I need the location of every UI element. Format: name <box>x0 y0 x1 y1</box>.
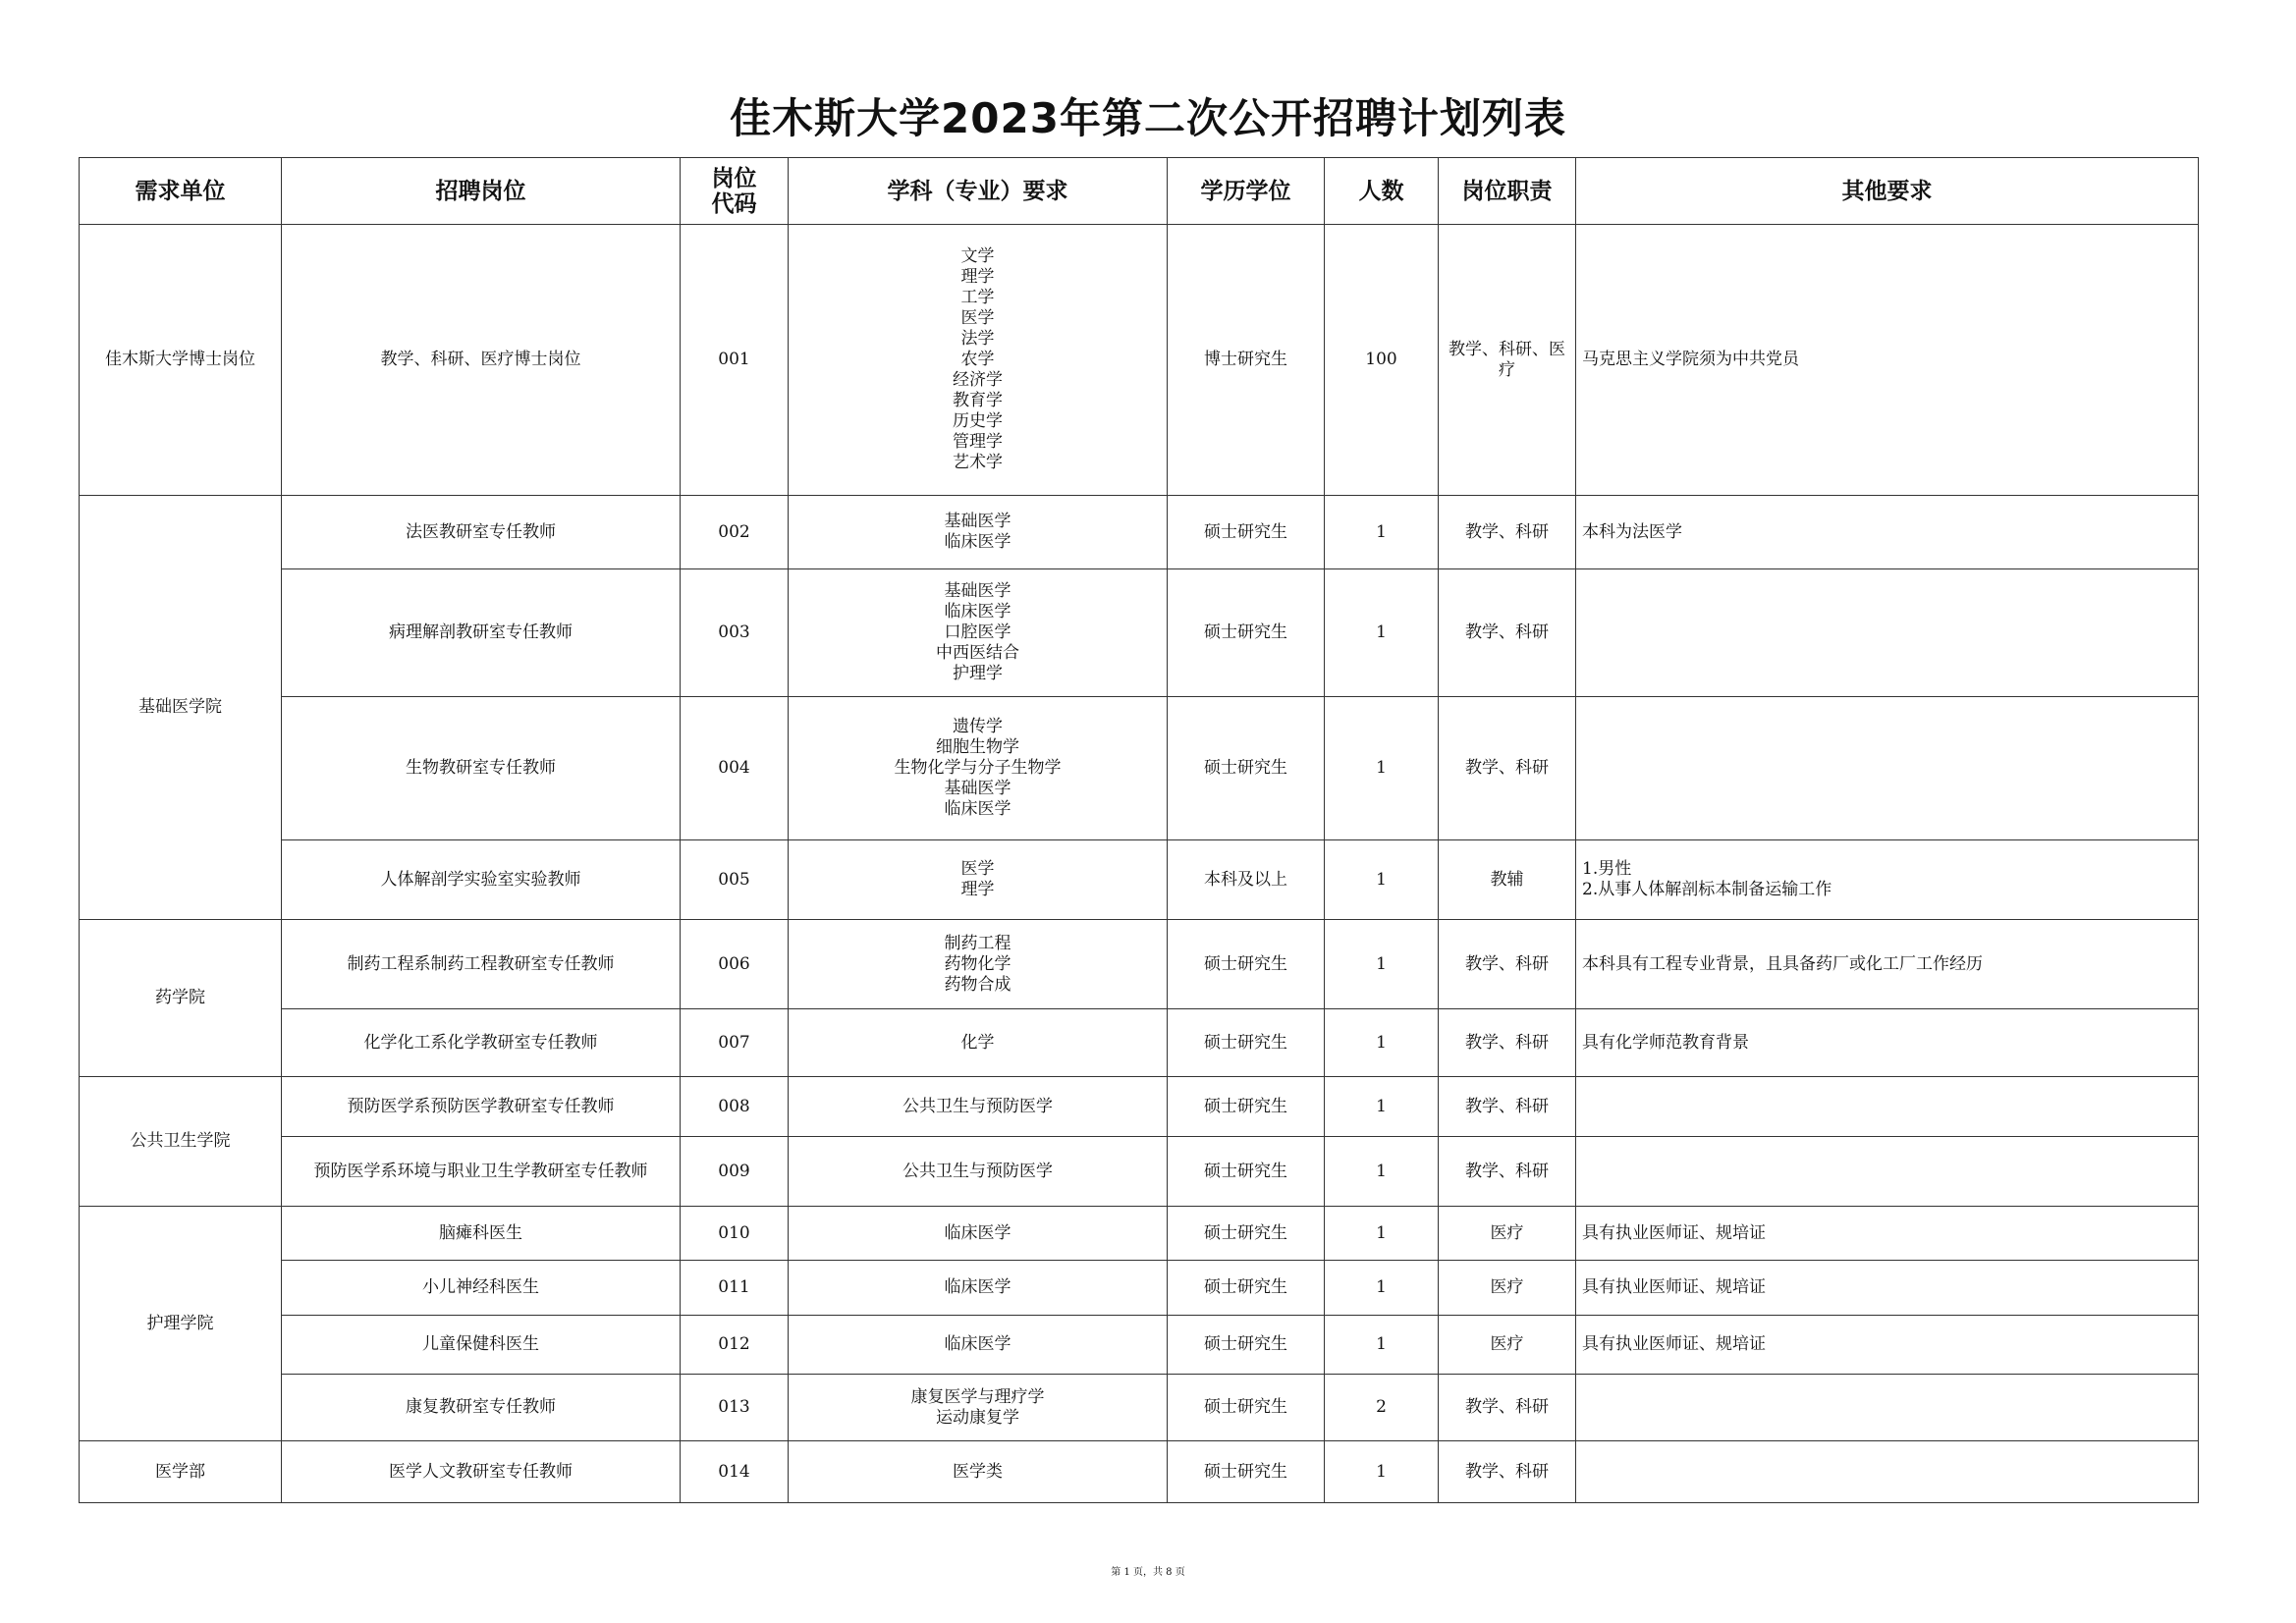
major-item: 农学 <box>960 350 995 369</box>
count-cell: 1 <box>1325 920 1439 1009</box>
table-header-row <box>80 158 2199 225</box>
code-cell: 012 <box>681 1316 789 1375</box>
degree-cell: 硕士研究生 <box>1168 697 1325 840</box>
major-item: 公共卫生与预防医学 <box>902 1161 1053 1181</box>
code-cell: 008 <box>681 1077 789 1137</box>
count-cell: 1 <box>1325 840 1439 920</box>
table-row <box>80 1261 2199 1316</box>
majors-cell <box>789 840 1168 920</box>
position-cell: 病理解剖教研室专任教师 <box>282 569 681 697</box>
degree-cell: 硕士研究生 <box>1168 496 1325 569</box>
duty-cell: 教辅 <box>1439 840 1576 920</box>
position-cell: 小儿神经科医生 <box>282 1261 681 1316</box>
table-row <box>80 496 2199 569</box>
major-item: 中西医结合 <box>936 643 1019 663</box>
code-cell: 011 <box>681 1261 789 1316</box>
count-cell: 1 <box>1325 1137 1439 1207</box>
code-cell: 002 <box>681 496 789 569</box>
table-row <box>80 1441 2199 1503</box>
count-cell: 1 <box>1325 1009 1439 1077</box>
count-cell: 1 <box>1325 1316 1439 1375</box>
position-cell: 教学、科研、医疗博士岗位 <box>282 225 681 496</box>
code-cell: 005 <box>681 840 789 920</box>
other-cell <box>1576 1375 2199 1441</box>
majors-cell <box>789 1137 1168 1207</box>
header-count: 人数 <box>1325 158 1439 225</box>
other-cell <box>1576 697 2199 840</box>
unit-cell: 医学部 <box>80 1441 282 1503</box>
position-cell: 康复教研室专任教师 <box>282 1375 681 1441</box>
major-item: 临床医学 <box>944 532 1011 552</box>
major-item: 生物化学与分子生物学 <box>894 758 1062 778</box>
header-majors: 学科（专业）要求 <box>789 158 1168 225</box>
table-row <box>80 1009 2199 1077</box>
degree-cell: 硕士研究生 <box>1168 1009 1325 1077</box>
majors-cell <box>789 1207 1168 1261</box>
code-cell: 003 <box>681 569 789 697</box>
position-cell: 人体解剖学实验室实验教师 <box>282 840 681 920</box>
table-row <box>80 697 2199 840</box>
table-row <box>80 840 2199 920</box>
majors-cell <box>789 496 1168 569</box>
count-cell: 100 <box>1325 225 1439 496</box>
major-item: 经济学 <box>953 370 1003 390</box>
position-cell: 预防医学系预防医学教研室专任教师 <box>282 1077 681 1137</box>
major-item: 临床医学 <box>944 1222 1011 1243</box>
count-cell: 1 <box>1325 496 1439 569</box>
major-item: 康复医学与理疗学 <box>910 1386 1045 1407</box>
major-item: 历史学 <box>953 411 1003 431</box>
recruitment-plan-table <box>79 157 2199 1503</box>
header-code-text: 岗位 代码 <box>711 165 757 217</box>
duty-cell: 教学、科研 <box>1439 1077 1576 1137</box>
count-cell: 1 <box>1325 1207 1439 1261</box>
degree-cell: 硕士研究生 <box>1168 1137 1325 1207</box>
position-cell: 脑瘫科医生 <box>282 1207 681 1261</box>
other-requirement: 本科为法医学 <box>1582 521 1682 542</box>
duty-cell: 教学、科研 <box>1439 496 1576 569</box>
duty-cell: 教学、科研 <box>1439 697 1576 840</box>
major-item: 临床医学 <box>944 1277 1011 1297</box>
major-item: 理学 <box>960 267 995 287</box>
major-item: 化学 <box>960 1032 995 1053</box>
degree-cell: 硕士研究生 <box>1168 1375 1325 1441</box>
major-item: 遗传学 <box>953 717 1003 736</box>
degree-cell: 硕士研究生 <box>1168 1316 1325 1375</box>
unit-cell: 基础医学院 <box>80 496 282 920</box>
table-row <box>80 1077 2199 1137</box>
duty-cell: 教学、科研 <box>1439 1441 1576 1503</box>
major-item: 基础医学 <box>944 581 1011 601</box>
major-item: 护理学 <box>953 664 1003 683</box>
major-item: 工学 <box>960 288 995 307</box>
duty-cell: 教学、科研 <box>1439 1375 1576 1441</box>
header-code <box>681 158 789 225</box>
other-requirement: 2.从事人体解剖标本制备运输工作 <box>1582 880 1832 899</box>
major-item: 医学 <box>960 308 995 328</box>
major-item: 制药工程 <box>944 933 1011 953</box>
other-requirement: 具有执业医师证、规培证 <box>1582 1334 1766 1354</box>
unit-cell: 公共卫生学院 <box>80 1077 282 1207</box>
table-row <box>80 920 2199 1009</box>
position-cell: 医学人文教研室专任教师 <box>282 1441 681 1503</box>
degree-cell: 硕士研究生 <box>1168 920 1325 1009</box>
position-cell: 法医教研室专任教师 <box>282 496 681 569</box>
other-cell <box>1576 1009 2199 1077</box>
table-row <box>80 1316 2199 1375</box>
major-item: 法学 <box>960 329 995 349</box>
degree-cell: 硕士研究生 <box>1168 1077 1325 1137</box>
count-cell: 1 <box>1325 569 1439 697</box>
unit-cell: 药学院 <box>80 920 282 1077</box>
major-item: 药物合成 <box>944 974 1011 995</box>
code-cell: 007 <box>681 1009 789 1077</box>
majors-cell <box>789 1375 1168 1441</box>
unit-cell: 护理学院 <box>80 1207 282 1441</box>
degree-cell: 硕士研究生 <box>1168 1441 1325 1503</box>
table-row <box>80 1207 2199 1261</box>
count-cell: 1 <box>1325 1441 1439 1503</box>
header-other: 其他要求 <box>1576 158 2199 225</box>
other-cell <box>1576 569 2199 697</box>
count-cell: 1 <box>1325 1261 1439 1316</box>
other-cell <box>1576 496 2199 569</box>
table-row <box>80 1137 2199 1207</box>
duty-cell: 教学、科研 <box>1439 569 1576 697</box>
majors-cell <box>789 697 1168 840</box>
majors-cell <box>789 1261 1168 1316</box>
other-cell <box>1576 1077 2199 1137</box>
majors-cell <box>789 1009 1168 1077</box>
majors-cell <box>789 920 1168 1009</box>
position-cell: 儿童保健科医生 <box>282 1316 681 1375</box>
other-cell <box>1576 840 2199 920</box>
majors-cell <box>789 569 1168 697</box>
major-item: 细胞生物学 <box>936 737 1019 757</box>
major-item: 口腔医学 <box>944 622 1011 642</box>
other-requirement: 具有化学师范教育背景 <box>1582 1032 1749 1053</box>
major-item: 药物化学 <box>944 953 1011 974</box>
other-cell <box>1576 1441 2199 1503</box>
major-item: 医学类 <box>953 1461 1003 1482</box>
major-item: 艺术学 <box>953 453 1003 472</box>
degree-cell: 硕士研究生 <box>1168 1207 1325 1261</box>
code-cell: 013 <box>681 1375 789 1441</box>
header-degree: 学历学位 <box>1168 158 1325 225</box>
code-cell: 009 <box>681 1137 789 1207</box>
major-item: 理学 <box>960 880 995 899</box>
table-row <box>80 225 2199 496</box>
major-item: 医学 <box>960 859 995 879</box>
major-item: 文学 <box>960 246 995 266</box>
majors-cell <box>789 1441 1168 1503</box>
table-row <box>80 569 2199 697</box>
table-row <box>80 1375 2199 1441</box>
other-requirement: 本科具有工程专业背景，且具备药厂或化工厂工作经历 <box>1582 953 1983 974</box>
position-cell: 制药工程系制药工程教研室专任教师 <box>282 920 681 1009</box>
code-cell: 004 <box>681 697 789 840</box>
position-cell: 预防医学系环境与职业卫生学教研室专任教师 <box>282 1137 681 1207</box>
table-body <box>80 225 2199 1503</box>
majors-cell <box>789 1077 1168 1137</box>
majors-cell <box>789 1316 1168 1375</box>
duty-cell: 医疗 <box>1439 1316 1576 1375</box>
duty-cell: 教学、科研 <box>1439 1137 1576 1207</box>
duty-cell: 医疗 <box>1439 1207 1576 1261</box>
other-cell <box>1576 225 2199 496</box>
page-footer: 第 1 页，共 8 页 <box>1111 1567 1185 1578</box>
degree-cell: 博士研究生 <box>1168 225 1325 496</box>
other-cell <box>1576 1207 2199 1261</box>
count-cell: 1 <box>1325 697 1439 840</box>
header-position: 招聘岗位 <box>282 158 681 225</box>
code-cell: 014 <box>681 1441 789 1503</box>
degree-cell: 本科及以上 <box>1168 840 1325 920</box>
other-requirement: 具有执业医师证、规培证 <box>1582 1277 1766 1297</box>
header-duty: 岗位职责 <box>1439 158 1576 225</box>
code-cell: 010 <box>681 1207 789 1261</box>
major-item: 临床医学 <box>944 602 1011 622</box>
count-cell: 2 <box>1325 1375 1439 1441</box>
other-cell <box>1576 1316 2199 1375</box>
header-unit: 需求单位 <box>80 158 282 225</box>
position-cell: 化学化工系化学教研室专任教师 <box>282 1009 681 1077</box>
count-cell: 1 <box>1325 1077 1439 1137</box>
major-item: 教育学 <box>953 391 1003 410</box>
other-requirement: 具有执业医师证、规培证 <box>1582 1222 1766 1243</box>
major-item: 临床医学 <box>944 799 1011 819</box>
degree-cell: 硕士研究生 <box>1168 569 1325 697</box>
code-cell: 006 <box>681 920 789 1009</box>
major-item: 基础医学 <box>944 779 1011 798</box>
duty-cell: 教学、科研 <box>1439 920 1576 1009</box>
other-cell <box>1576 1261 2199 1316</box>
code-cell: 001 <box>681 225 789 496</box>
major-item: 公共卫生与预防医学 <box>902 1096 1053 1116</box>
other-cell <box>1576 1137 2199 1207</box>
major-item: 临床医学 <box>944 1334 1011 1354</box>
major-item: 运动康复学 <box>936 1407 1019 1428</box>
other-requirement: 1.男性 <box>1582 859 1632 879</box>
major-item: 基础医学 <box>944 512 1011 531</box>
duty-cell: 教学、科研 <box>1439 1009 1576 1077</box>
page-title: 佳木斯大学2023年第二次公开招聘计划列表 <box>730 94 1566 142</box>
position-cell: 生物教研室专任教师 <box>282 697 681 840</box>
other-requirement: 马克思主义学院须为中共党员 <box>1582 350 1799 369</box>
degree-cell: 硕士研究生 <box>1168 1261 1325 1316</box>
other-cell <box>1576 920 2199 1009</box>
majors-cell <box>789 225 1168 496</box>
major-item: 管理学 <box>953 432 1003 452</box>
duty-cell: 医疗 <box>1439 1261 1576 1316</box>
duty-cell: 教学、科研、医疗 <box>1439 225 1576 496</box>
unit-cell: 佳木斯大学博士岗位 <box>80 225 282 496</box>
